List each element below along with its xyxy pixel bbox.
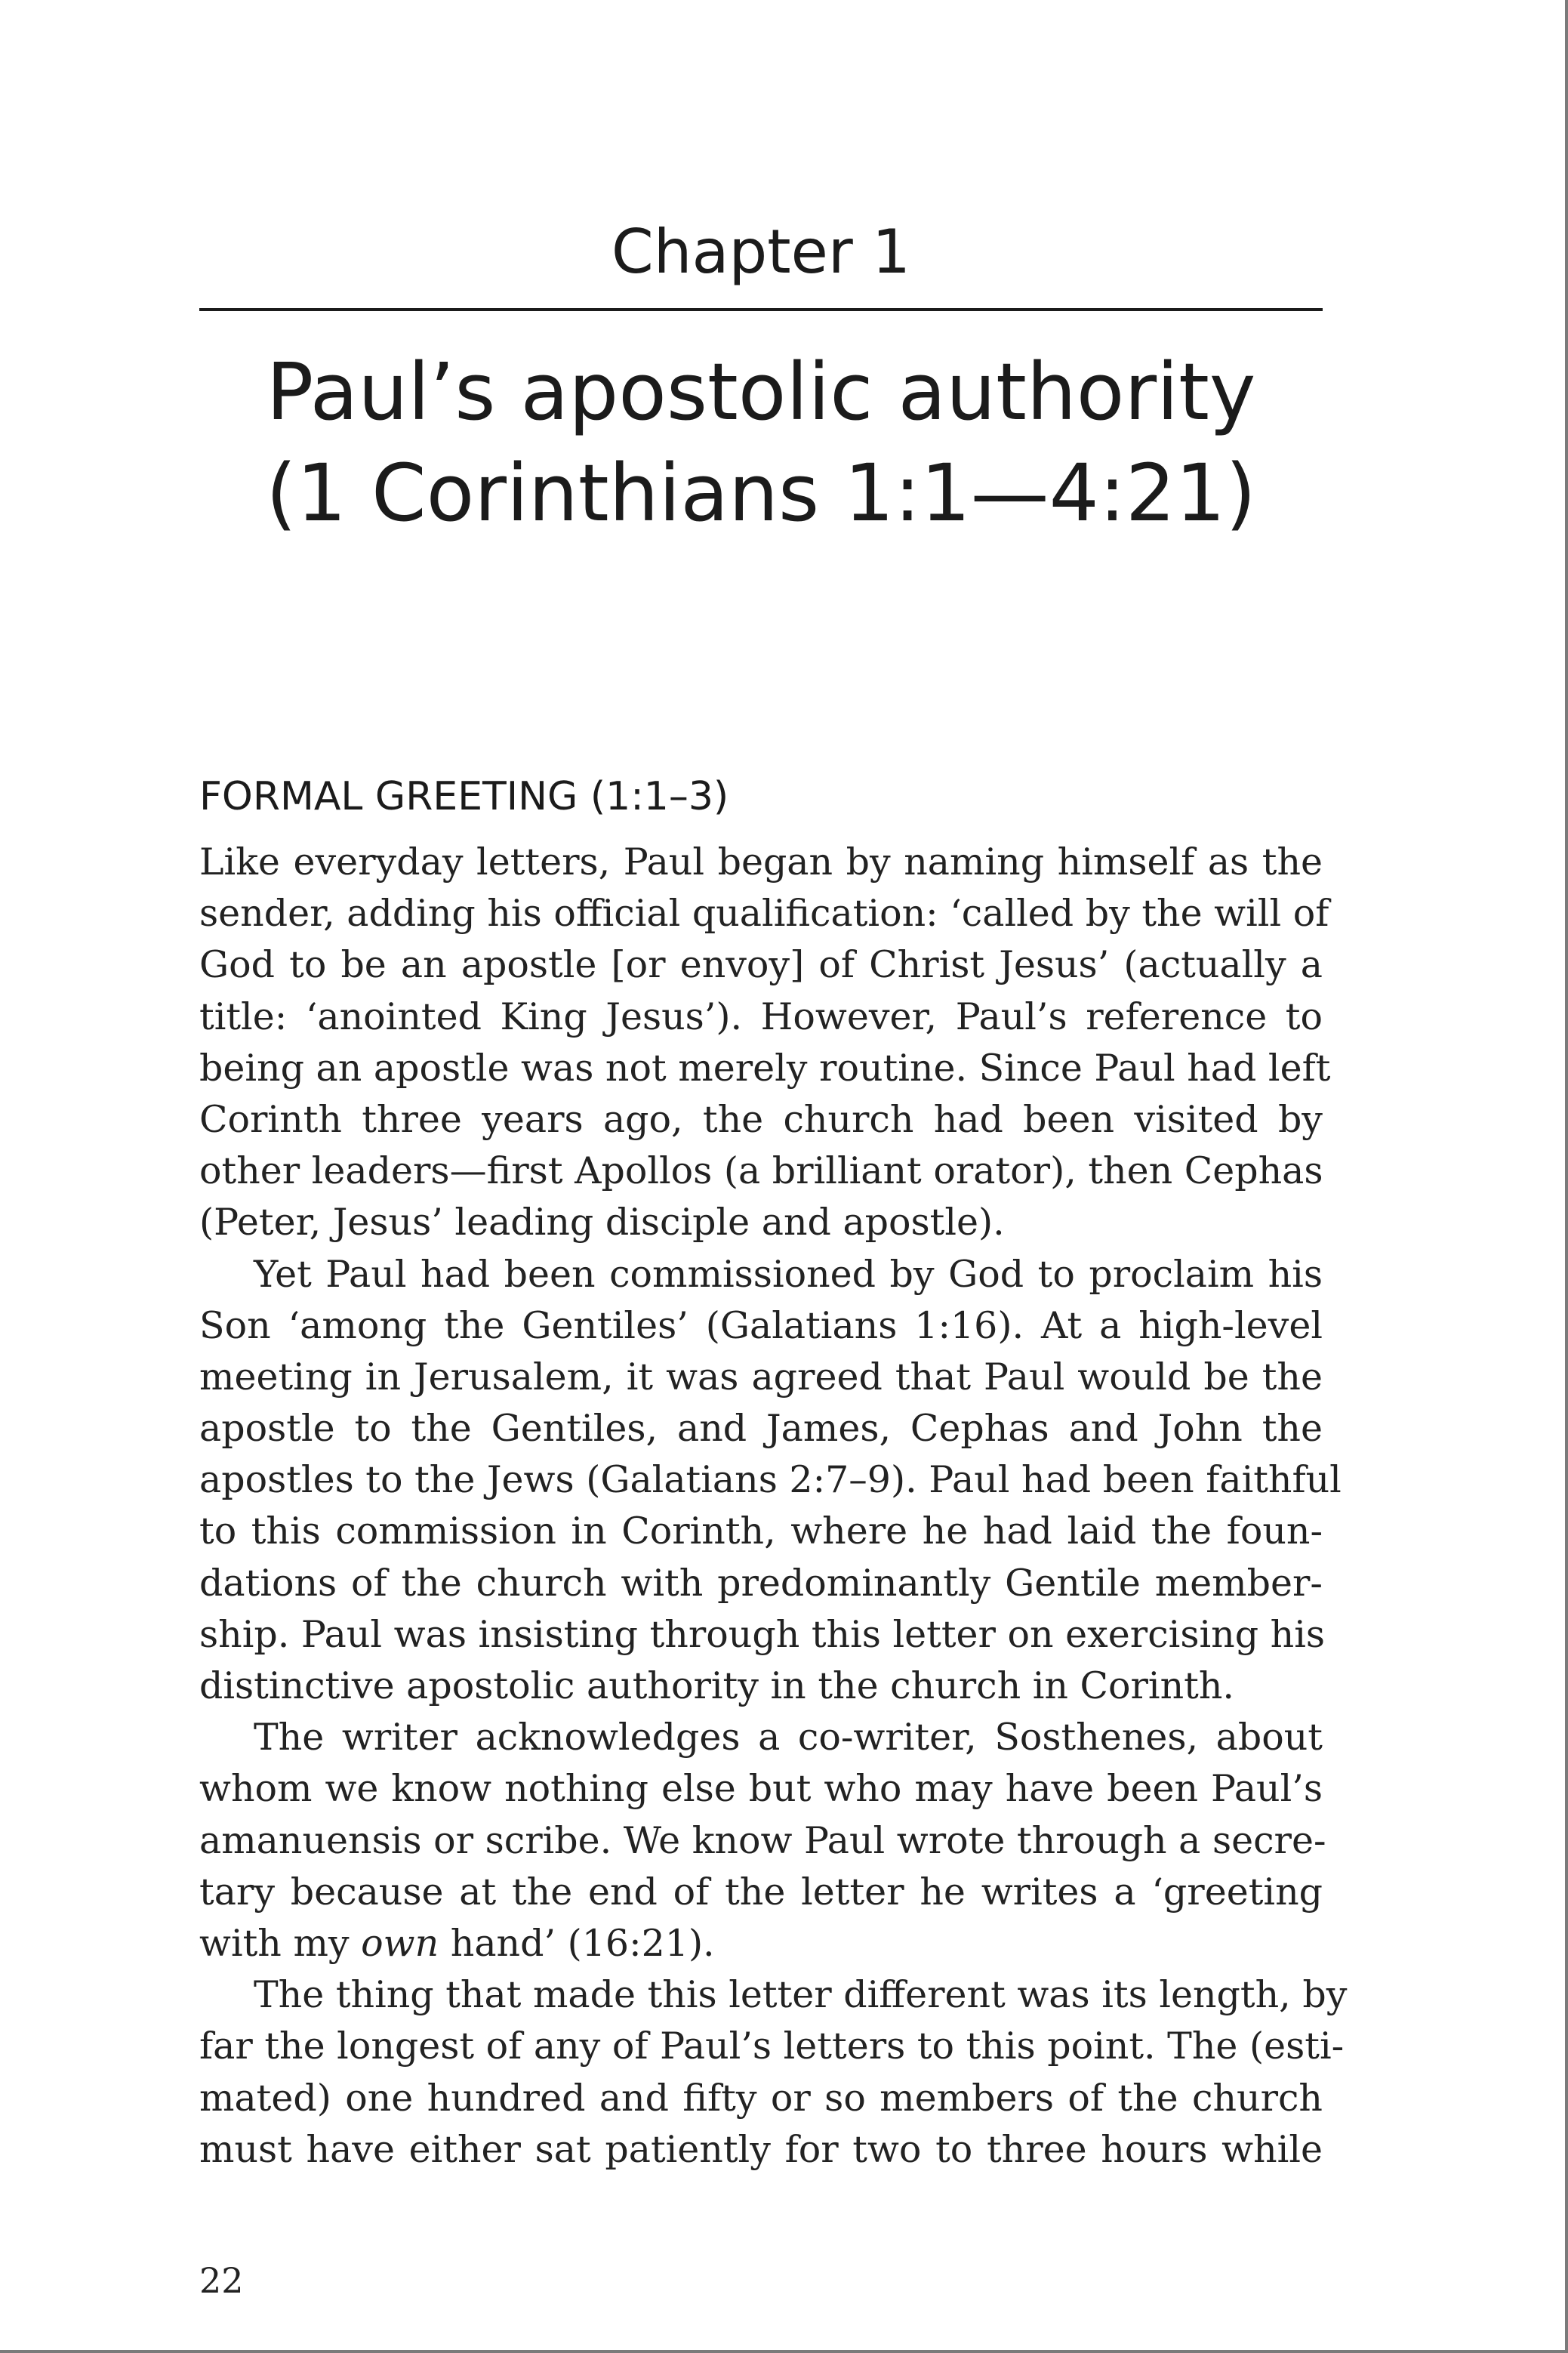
text-line: dations of the church with predominantly Gentile member-	[199, 1561, 1323, 1605]
chapter-label: Chapter 1	[611, 217, 911, 287]
text-line: God to be an apostle [or envoy] of Christ Jesus’ (actually a	[199, 943, 1323, 987]
text-line: other leaders—first Apollos (a brilliant orator), then Cephas	[199, 1149, 1323, 1193]
text-line: apostle to the Gentiles, and James, Cephas and John the	[199, 1407, 1323, 1451]
text-line: apostles to the Jews (Galatians 2:7–9). Paul had been faithful	[199, 1458, 1342, 1502]
text-line: tary because at the end of the letter he writes a ‘greeting	[199, 1870, 1323, 1914]
body-text	[199, 837, 1348, 2176]
text-line: far the longest of any of Paul’s letters to this point. The (esti-	[199, 2025, 1345, 2068]
emphasis-text: own	[361, 1921, 439, 1965]
text-line: The writer acknowledges a co-writer, Sosthenes, about	[254, 1716, 1323, 1759]
text-line: sender, adding his official qualification: ‘called by the will of	[199, 892, 1329, 936]
chapter-divider	[199, 308, 1323, 311]
text-fragment: with my	[199, 1921, 362, 1965]
text-line: meeting in Jerusalem, it was agreed that Paul would be the	[199, 1355, 1323, 1399]
text-line: ship. Paul was insisting through this letter on exercising his	[199, 1612, 1326, 1656]
page-number: 22	[199, 2260, 244, 2301]
text-line: Like everyday letters, Paul began by naming himself as the	[199, 840, 1323, 884]
text-line: Corinth three years ago, the church had been visited by	[199, 1097, 1323, 1141]
text-line: Son ‘among the Gentiles’ (Galatians 1:16). At a high-level	[199, 1303, 1323, 1347]
text-line: The thing that made this letter different was its length, by	[254, 1973, 1348, 2017]
text-line	[199, 1918, 1323, 1969]
text-line: whom we know nothing else but who may have been Paul’s	[199, 1767, 1323, 1811]
paragraph	[199, 1712, 1326, 1969]
chapter-title-line-2: (1 Corinthians 1:1—4:21)	[266, 447, 1256, 539]
text-line: Yet Paul had been commissioned by God to proclaim his	[254, 1252, 1323, 1296]
section-heading: FORMAL GREETING (1:1–3)	[199, 774, 729, 819]
text-line: mated) one hundred and fifty or so members of the church	[199, 2076, 1323, 2120]
text-line: amanuensis or scribe. We know Paul wrote through a secre-	[199, 1818, 1326, 1862]
text-line: must have either sat patiently for two to three hours while	[199, 2127, 1323, 2171]
text-line: title: ‘anointed King Jesus’). However, Paul’s reference to	[199, 995, 1323, 1038]
text-line: distinctive apostolic authority in the church in Corinth.	[199, 1664, 1234, 1707]
text-line: (Peter, Jesus’ leading disciple and apostle).	[199, 1201, 1005, 1244]
chapter-title	[199, 341, 1323, 544]
text-line: to this commission in Corinth, where he had laid the foun-	[199, 1510, 1323, 1553]
text-fragment: hand’ (16:21).	[439, 1921, 715, 1965]
paragraph	[199, 1969, 1348, 2176]
text-line: being an apostle was not merely routine. Since Paul had left	[199, 1046, 1331, 1090]
chapter-title-line-1: Paul’s apostolic authority	[266, 346, 1256, 438]
paragraph	[199, 1249, 1342, 1713]
paragraph	[199, 837, 1331, 1249]
